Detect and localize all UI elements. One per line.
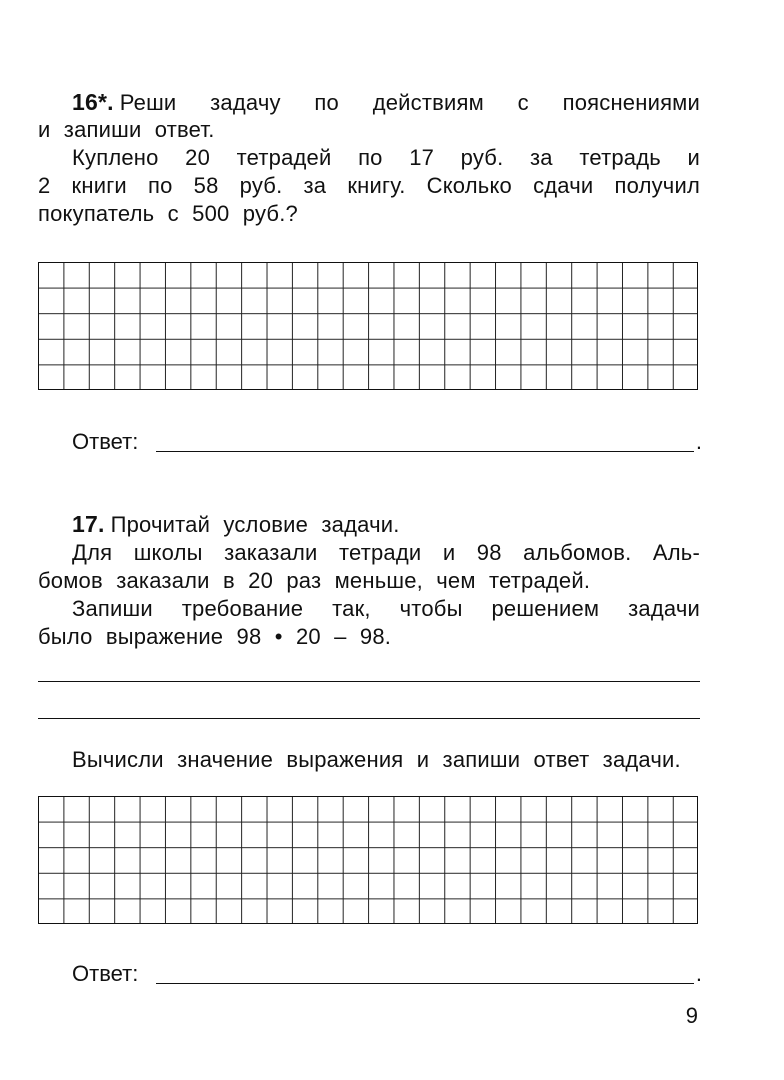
task-16-answer-row [72,426,702,456]
task-16-solution-grid[interactable] [38,262,698,390]
task-17-answer-label: Ответ: [72,961,139,986]
task-17-answer-period: . [695,961,702,986]
task-17-solution-grid[interactable] [38,796,698,924]
task-16-problem-line-3: покупатель с 500 руб.? [38,201,298,226]
task-17-requirement-line-2: было выражение 98 • 20 – 98. [38,624,392,649]
task-17-write-line-1[interactable] [38,681,700,682]
task-17 [38,510,700,651]
task-16-answer-period: . [695,429,702,454]
task-17-requirement-line-1: Запиши требование так, чтобы решением задачи [72,596,700,621]
task-16-instruction-text: Реши задачу по действиям с пояснениями [119,90,700,115]
task-16-answer-label: Ответ: [72,429,139,454]
task-16-problem-line-1: Куплено 20 тетрадей по 17 руб. за тетрадь и [72,145,700,170]
task-17-number: 17. [72,511,105,537]
task-17-compute-instruction: Вычисли значение выражения и запиши ответ задачи. [72,747,681,772]
task-17-instruction-text: Прочитай условие задачи. [110,512,400,537]
task-16-answer-field[interactable] [156,429,694,452]
page-number: 9 [685,1003,698,1028]
task-16-problem-line-2: 2 книги по 58 руб. за книгу. Сколько сдачи получил [38,173,700,198]
task-17-condition-line-1: Для школы заказали тетради и 98 альбомов. Аль- [72,540,700,565]
task-16-instruction-line-1 [38,88,700,116]
task-17-instruction-line [38,510,700,539]
task-17-write-line-2[interactable] [38,718,700,719]
task-17-answer-row [72,958,702,988]
task-16-instruction-line-2: и запиши ответ. [38,117,215,142]
task-16 [38,88,700,228]
task-17-compute [38,746,700,774]
task-17-answer-field[interactable] [156,961,694,984]
task-17-condition-line-2: бомов заказали в 20 раз меньше, чем тетрадей. [38,568,591,593]
task-16-number: 16*. [72,89,114,115]
